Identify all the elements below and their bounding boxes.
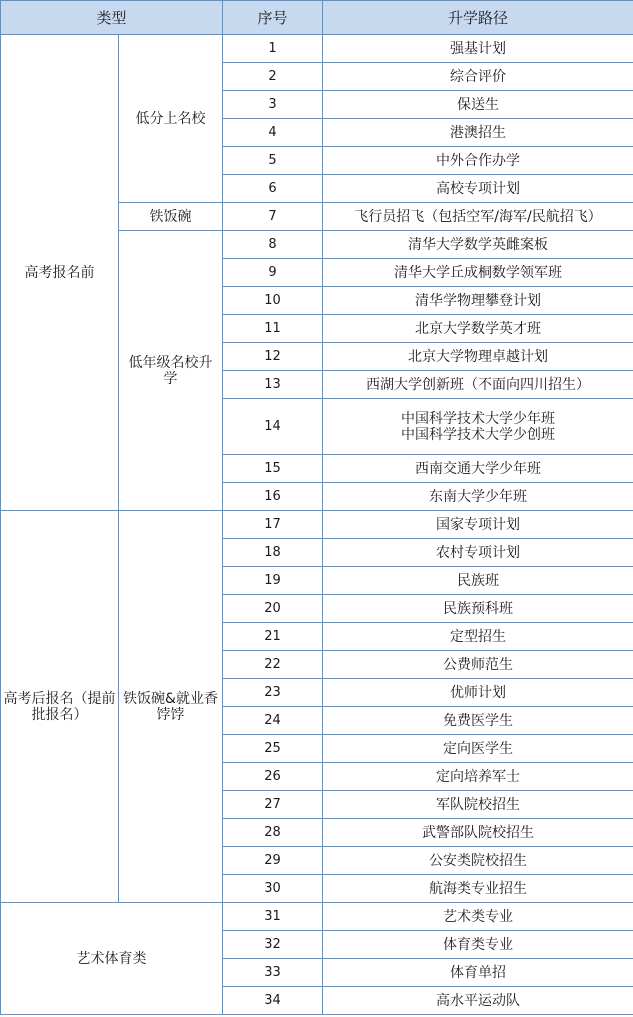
row-path: 定型招生 [323, 623, 633, 651]
row-path: 体育单招 [323, 959, 633, 987]
row-number: 24 [223, 707, 323, 735]
row-number: 31 [223, 903, 323, 931]
row-path: 武警部队院校招生 [323, 819, 633, 847]
header-path: 升学路径 [323, 1, 633, 35]
row-number: 1 [223, 35, 323, 63]
row-path: 定向培养军士 [323, 763, 633, 791]
table-row [1, 511, 633, 539]
group-art-sports: 艺术体育类 [1, 903, 223, 1015]
row-path: 清华大学数学英雌案板 [323, 231, 633, 259]
row-path: 公安类院校招生 [323, 847, 633, 875]
row-path: 艺术类专业 [323, 903, 633, 931]
row-number: 7 [223, 203, 323, 231]
row-number: 26 [223, 763, 323, 791]
row-number: 3 [223, 91, 323, 119]
subgroup-low-score: 低分上名校 [119, 35, 223, 203]
subgroup-young-elite: 低年级名校升学 [119, 231, 223, 511]
row-number: 8 [223, 231, 323, 259]
row-path: 民族班 [323, 567, 633, 595]
row-path-line: 中国科学技术大学少创班 [401, 426, 556, 443]
row-path: 清华学物理攀登计划 [323, 287, 633, 315]
row-path: 中外合作办学 [323, 147, 633, 175]
row-number: 10 [223, 287, 323, 315]
row-number: 34 [223, 987, 323, 1015]
row-number: 4 [223, 119, 323, 147]
row-path: 清华大学丘成桐数学领军班 [323, 259, 633, 287]
row-path: 军队院校招生 [323, 791, 633, 819]
row-number: 22 [223, 651, 323, 679]
row-path: 定向医学生 [323, 735, 633, 763]
row-path: 高校专项计划 [323, 175, 633, 203]
row-path: 优师计划 [323, 679, 633, 707]
row-path: 国家专项计划 [323, 511, 633, 539]
row-number: 17 [223, 511, 323, 539]
row-number: 23 [223, 679, 323, 707]
row-number: 25 [223, 735, 323, 763]
row-number: 30 [223, 875, 323, 903]
row-number: 27 [223, 791, 323, 819]
row-path: 航海类专业招生 [323, 875, 633, 903]
row-number: 14 [223, 399, 323, 455]
table-header-row [1, 1, 633, 35]
row-path: 免费医学生 [323, 707, 633, 735]
row-path: 体育类专业 [323, 931, 633, 959]
table-row [1, 903, 633, 931]
row-path: 农村专项计划 [323, 539, 633, 567]
group-after: 高考后报名（提前批报名） [1, 511, 119, 903]
row-number: 32 [223, 931, 323, 959]
row-number: 29 [223, 847, 323, 875]
row-path: 综合评价 [323, 63, 633, 91]
subgroup-iron-bowl-jobs: 铁饭碗&就业香饽饽 [119, 511, 223, 903]
row-number: 12 [223, 343, 323, 371]
header-type: 类型 [1, 1, 223, 35]
row-number: 33 [223, 959, 323, 987]
header-no: 序号 [223, 1, 323, 35]
group-before: 高考报名前 [1, 35, 119, 511]
row-number: 19 [223, 567, 323, 595]
row-path: 西南交通大学少年班 [323, 455, 633, 483]
subgroup-iron-bowl: 铁饭碗 [119, 203, 223, 231]
row-number: 13 [223, 371, 323, 399]
row-number: 21 [223, 623, 323, 651]
row-number: 15 [223, 455, 323, 483]
row-number: 6 [223, 175, 323, 203]
row-number: 11 [223, 315, 323, 343]
row-path: 高水平运动队 [323, 987, 633, 1015]
row-path: 保送生 [323, 91, 633, 119]
row-number: 20 [223, 595, 323, 623]
row-path [323, 399, 633, 455]
row-path: 西湖大学创新班（不面向四川招生） [323, 371, 633, 399]
row-path: 北京大学数学英才班 [323, 315, 633, 343]
table-row [1, 35, 633, 63]
row-path: 飞行员招飞（包括空军/海军/民航招飞） [323, 203, 633, 231]
row-number: 28 [223, 819, 323, 847]
row-path: 东南大学少年班 [323, 483, 633, 511]
row-path-line: 中国科学技术大学少年班 [401, 410, 556, 427]
row-path: 公费师范生 [323, 651, 633, 679]
row-number: 2 [223, 63, 323, 91]
row-number: 9 [223, 259, 323, 287]
row-number: 18 [223, 539, 323, 567]
row-path: 北京大学物理卓越计划 [323, 343, 633, 371]
row-number: 5 [223, 147, 323, 175]
row-path: 港澳招生 [323, 119, 633, 147]
row-path: 民族预科班 [323, 595, 633, 623]
row-path: 强基计划 [323, 35, 633, 63]
row-number: 16 [223, 483, 323, 511]
